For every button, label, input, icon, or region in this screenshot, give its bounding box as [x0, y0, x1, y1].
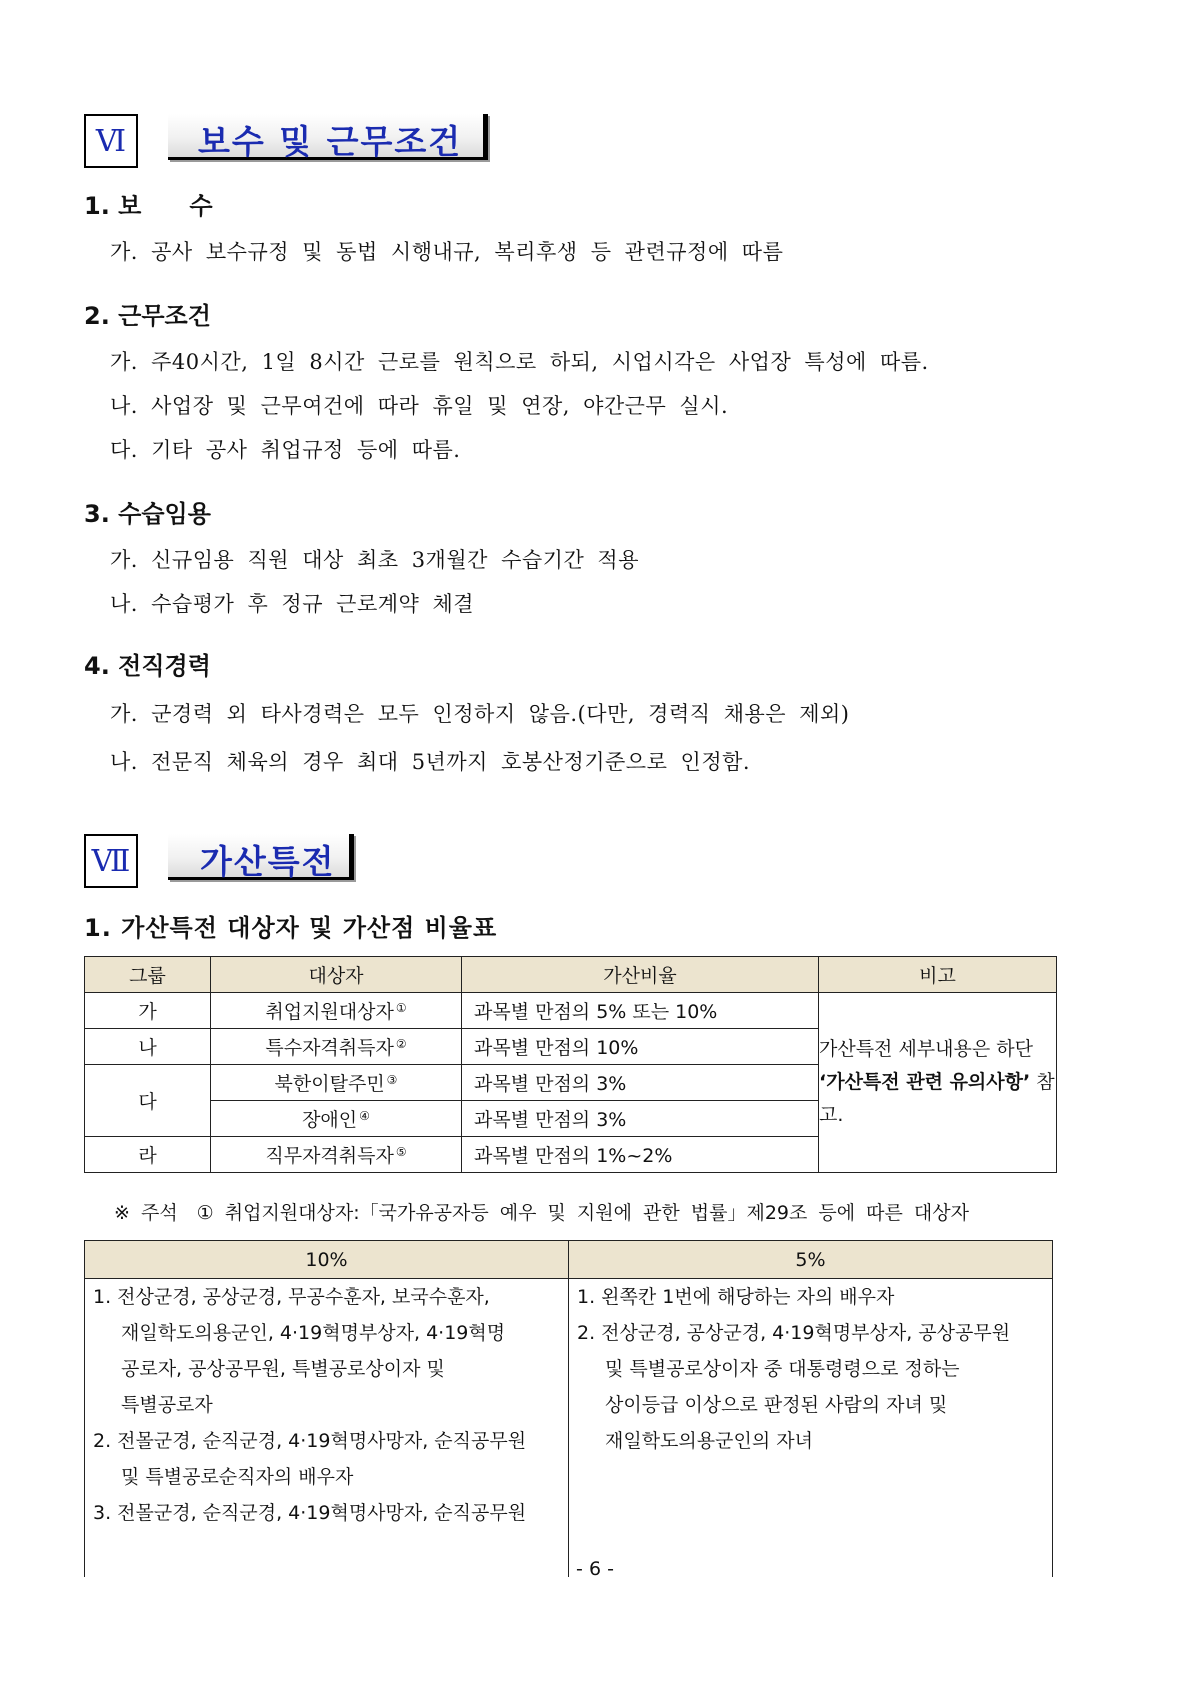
remark-text-2: 참고. — [819, 1071, 1055, 1126]
veteran-bonus-table — [84, 1240, 1053, 1577]
ratio-cell: 과목별 만점의 3% — [462, 1065, 819, 1101]
target-text: 특수자격취득자 — [265, 1037, 394, 1059]
list-item: 및 특별공로순직자의 배우자 — [121, 1466, 354, 1488]
section-7-title: 가산특전 — [200, 842, 336, 881]
page-number: - 6 - — [576, 1558, 614, 1580]
remark-text-1: 가산특전 세부내용은 하단 — [819, 1038, 1033, 1060]
section-6-number: Ⅵ — [84, 114, 138, 168]
header-group: 그룹 — [85, 957, 211, 993]
list-item: 특별공로자 — [121, 1394, 213, 1416]
ratio-cell: 과목별 만점의 10% — [462, 1029, 819, 1065]
list-item: 재일학도의용군인의 자녀 — [605, 1430, 813, 1452]
group-cell: 가 — [85, 993, 211, 1029]
work-line-1: 가. 주40시간, 1일 8시간 근로를 원칙으로 하되, 시업시각은 사업장 특성에 따름. — [110, 350, 929, 374]
header-ratio: 가산비율 — [462, 957, 819, 993]
sub-heading-pay: 1. 보 수 — [84, 192, 213, 220]
remark-bold: ‘가산특전 관련 유의사항’ — [819, 1071, 1031, 1093]
table-header-row — [85, 957, 1057, 993]
list-item: 및 특별공로상이자 중 대통령령으로 정하는 — [605, 1358, 960, 1380]
target-text: 장애인 — [302, 1109, 358, 1131]
footnote-1: ※ 주석 ① 취업지원대상자:「국가유공자등 예우 및 지원에 관한 법률」제29조 등에 따른 대상자 — [114, 1202, 969, 1224]
probation-line-2: 나. 수습평가 후 정규 근로계약 체결 — [110, 592, 475, 616]
group-cell: 다 — [85, 1065, 211, 1137]
sub-heading-work-conditions: 2. 근무조건 — [84, 302, 211, 330]
target-cell — [211, 1101, 462, 1137]
probation-line-1: 가. 신규임용 직원 대상 최초 3개월간 수습기간 적용 — [110, 548, 639, 572]
header-target: 대상자 — [211, 957, 462, 993]
list-item: 1. 전상군경, 공상군경, 무공수훈자, 보국수훈자, — [93, 1286, 490, 1308]
footnote-mark: ① — [395, 1001, 407, 1015]
list-item: 2. 전몰군경, 순직군경, 4·19혁명사망자, 순직공무원 — [93, 1430, 527, 1452]
career-line-1: 가. 군경력 외 타사경력은 모두 인정하지 않음.(다만, 경력직 채용은 제외) — [110, 702, 850, 726]
target-cell — [211, 1137, 462, 1173]
footnote-mark: ④ — [359, 1109, 370, 1123]
section-6-title: 보수 및 근무조건 — [198, 122, 463, 161]
table2-body-row — [85, 1279, 1053, 1577]
five-percent-cell — [569, 1279, 1053, 1577]
pay-line-1: 가. 공사 보수규정 및 동법 시행내규, 복리후생 등 관련규정에 따름 — [110, 240, 784, 264]
target-text: 직무자격취득자 — [265, 1145, 394, 1167]
header-10-percent: 10% — [85, 1241, 569, 1279]
remark-cell — [819, 993, 1057, 1173]
footnote-mark: ⑤ — [395, 1145, 407, 1159]
sub-heading-bonus-table: 1. 가산특전 대상자 및 가산점 비율표 — [84, 914, 498, 942]
header-5-percent: 5% — [569, 1241, 1053, 1279]
target-cell — [211, 993, 462, 1029]
sub-heading-prior-career: 4. 전직경력 — [84, 652, 211, 680]
target-text: 취업지원대상자 — [265, 1001, 394, 1023]
section-7-number: Ⅶ — [84, 834, 138, 888]
ten-percent-cell — [85, 1279, 569, 1577]
table-row — [85, 993, 1057, 1029]
footnote-mark: ③ — [386, 1073, 398, 1087]
ratio-cell: 과목별 만점의 3% — [462, 1101, 819, 1137]
ratio-cell: 과목별 만점의 5% 또는 10% — [462, 993, 819, 1029]
work-line-3: 다. 기타 공사 취업규정 등에 따름. — [110, 438, 461, 462]
ratio-cell: 과목별 만점의 1%~2% — [462, 1137, 819, 1173]
target-cell — [211, 1065, 462, 1101]
sub-heading-probation: 3. 수습임용 — [84, 500, 211, 528]
footnote-mark: ② — [395, 1037, 407, 1051]
list-item: 공로자, 공상공무원, 특별공로상이자 및 — [121, 1358, 445, 1380]
list-item: 1. 왼쪽칸 1번에 해당하는 자의 배우자 — [577, 1286, 895, 1308]
work-line-2: 나. 사업장 및 근무여건에 따라 휴일 및 연장, 야간근무 실시. — [110, 394, 729, 418]
group-cell: 라 — [85, 1137, 211, 1173]
target-text: 북한이탈주민 — [274, 1073, 385, 1095]
group-cell: 나 — [85, 1029, 211, 1065]
target-cell — [211, 1029, 462, 1065]
list-item: 3. 전몰군경, 순직군경, 4·19혁명사망자, 순직공무원 — [93, 1502, 527, 1524]
table2-header-row — [85, 1241, 1053, 1279]
career-line-2: 나. 전문직 체육의 경우 최대 5년까지 호봉산정기준으로 인정함. — [110, 750, 751, 774]
header-remark: 비고 — [819, 957, 1057, 993]
list-item: 상이등급 이상으로 판정된 사람의 자녀 및 — [605, 1394, 948, 1416]
list-item: 2. 전상군경, 공상군경, 4·19혁명부상자, 공상공무원 — [577, 1322, 1011, 1344]
list-item: 재일학도의용군인, 4·19혁명부상자, 4·19혁명 — [121, 1322, 506, 1344]
bonus-ratio-table — [84, 956, 1057, 1173]
